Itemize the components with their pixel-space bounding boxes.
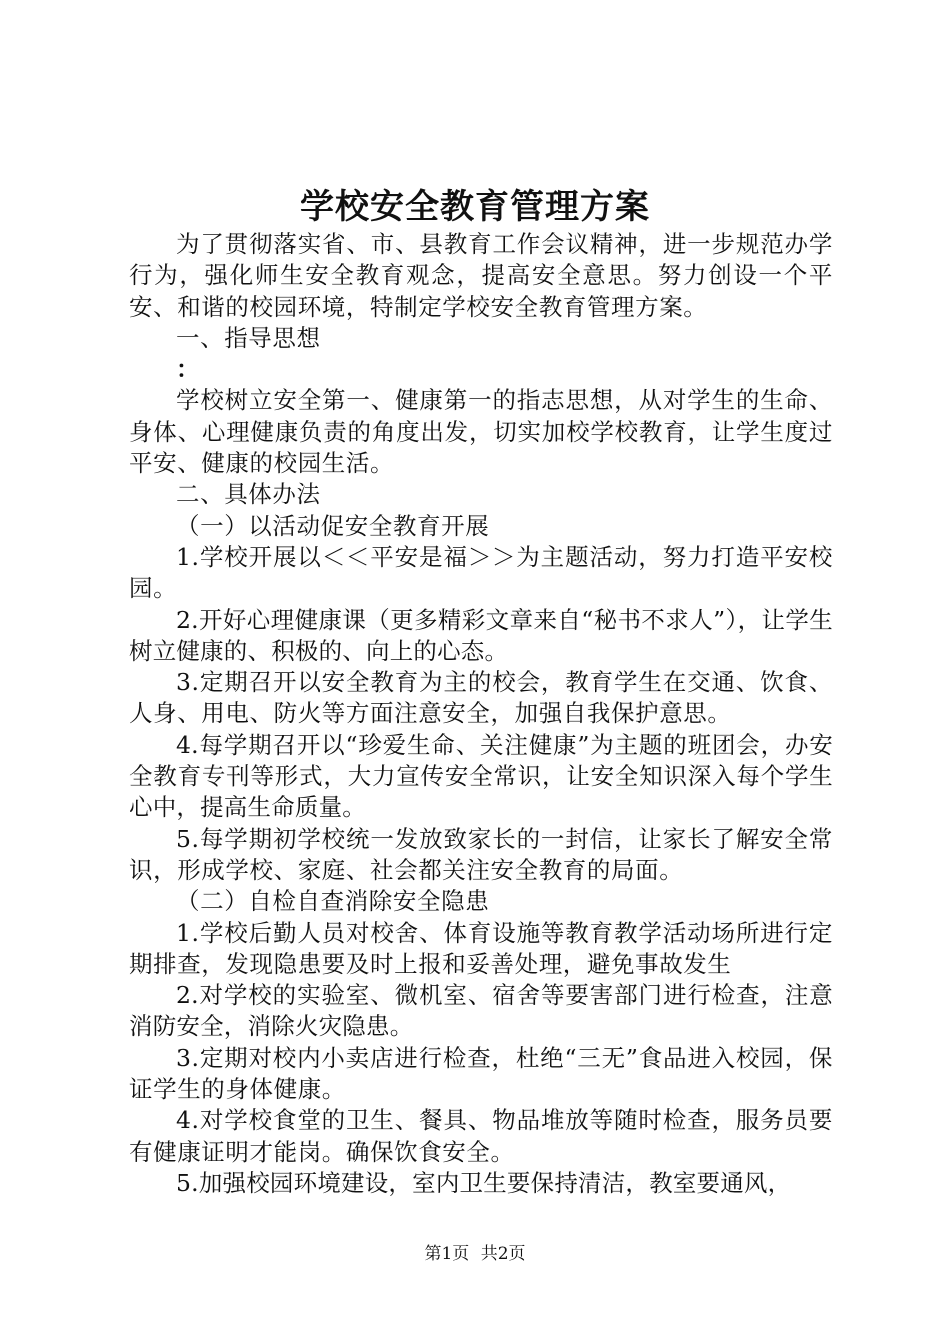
list-item-inspection-5: 5.加强校园环境建设，室内卫生要保持清洁，教室要通风， xyxy=(176,1168,792,1197)
list-item-activity-1: 1.学校开展以＜＜平安是福＞＞为主题活动，努力打造平安校园。 xyxy=(129,542,833,603)
colon-line: ： xyxy=(176,355,201,384)
subheading-self-inspection: （二）自检自查消除安全隐患 xyxy=(176,887,490,916)
list-item-activity-4: 4.每学期召开以“珍爱生命、关注健康”为主题的班团会，办安全教育专刊等形式，大力宣传安全常识，让安全知识深入每个学生心中，提高生命质量。 xyxy=(129,730,833,822)
list-item-inspection-2: 2.对学校的实验室、微机室、宿舍等要害部门进行检查，注意消防安全，消除火灾隐患。 xyxy=(129,981,833,1041)
subheading-activities: （一）以活动促安全教育开展 xyxy=(176,511,490,540)
page-number: 第1页 xyxy=(424,1244,470,1264)
list-item-activity-3: 3.定期召开以安全教育为主的校会，教育学生在交通、饮食、人身、用电、防火等方面注意安全，加强自我保护意思。 xyxy=(129,668,833,728)
list-item-inspection-4: 4.对学校食堂的卫生、餐具、物品堆放等随时检查，服务员要有健康证明才能岗。确保饮食安全。 xyxy=(129,1106,833,1166)
list-item-inspection-3: 3.定期对校内小卖店进行检查，杜绝“三无”食品进入校园，保证学生的身体健康。 xyxy=(129,1043,833,1104)
list-item-inspection-1: 1.学校后勤人员对校舍、体育设施等教育教学活动场所进行定期排查，发现隐患要及时上报和妥善处理，避免事故发生 xyxy=(129,918,833,978)
list-item-activity-2: 2.开好心理健康课（更多精彩文章来自“秘书不求人”），让学生树立健康的、积极的、向上的心态。 xyxy=(129,605,833,665)
document-body xyxy=(129,229,833,1199)
paragraph-intro: 为了贯彻落实省、市、县教育工作会议精神，进一步规范办学行为，强化师生安全教育观念，提高安全意思。努力创设一个平安、和谐的校园环境，特制定学校安全教育管理方案。 xyxy=(129,230,833,321)
page-footer xyxy=(0,1242,950,1266)
document-title: 学校安全教育管理方案 xyxy=(300,187,650,227)
list-item-activity-5: 5.每学期初学校统一发放致家长的一封信，让家长了解安全常识，形成学校、家庭、社会都关注安全教育的局面。 xyxy=(129,824,833,884)
heading-specific-methods: 二、具体办法 xyxy=(176,480,321,509)
page-total: 共2页 xyxy=(480,1244,526,1264)
heading-guiding-thought: 一、指导思想 xyxy=(176,323,321,352)
paragraph-guiding-thought: 学校树立安全第一、健康第一的指志思想，从对学生的生命、身体、心理健康负责的角度出发，切实加校学校教育，让学生度过平安、健康的校园生活。 xyxy=(129,386,833,478)
